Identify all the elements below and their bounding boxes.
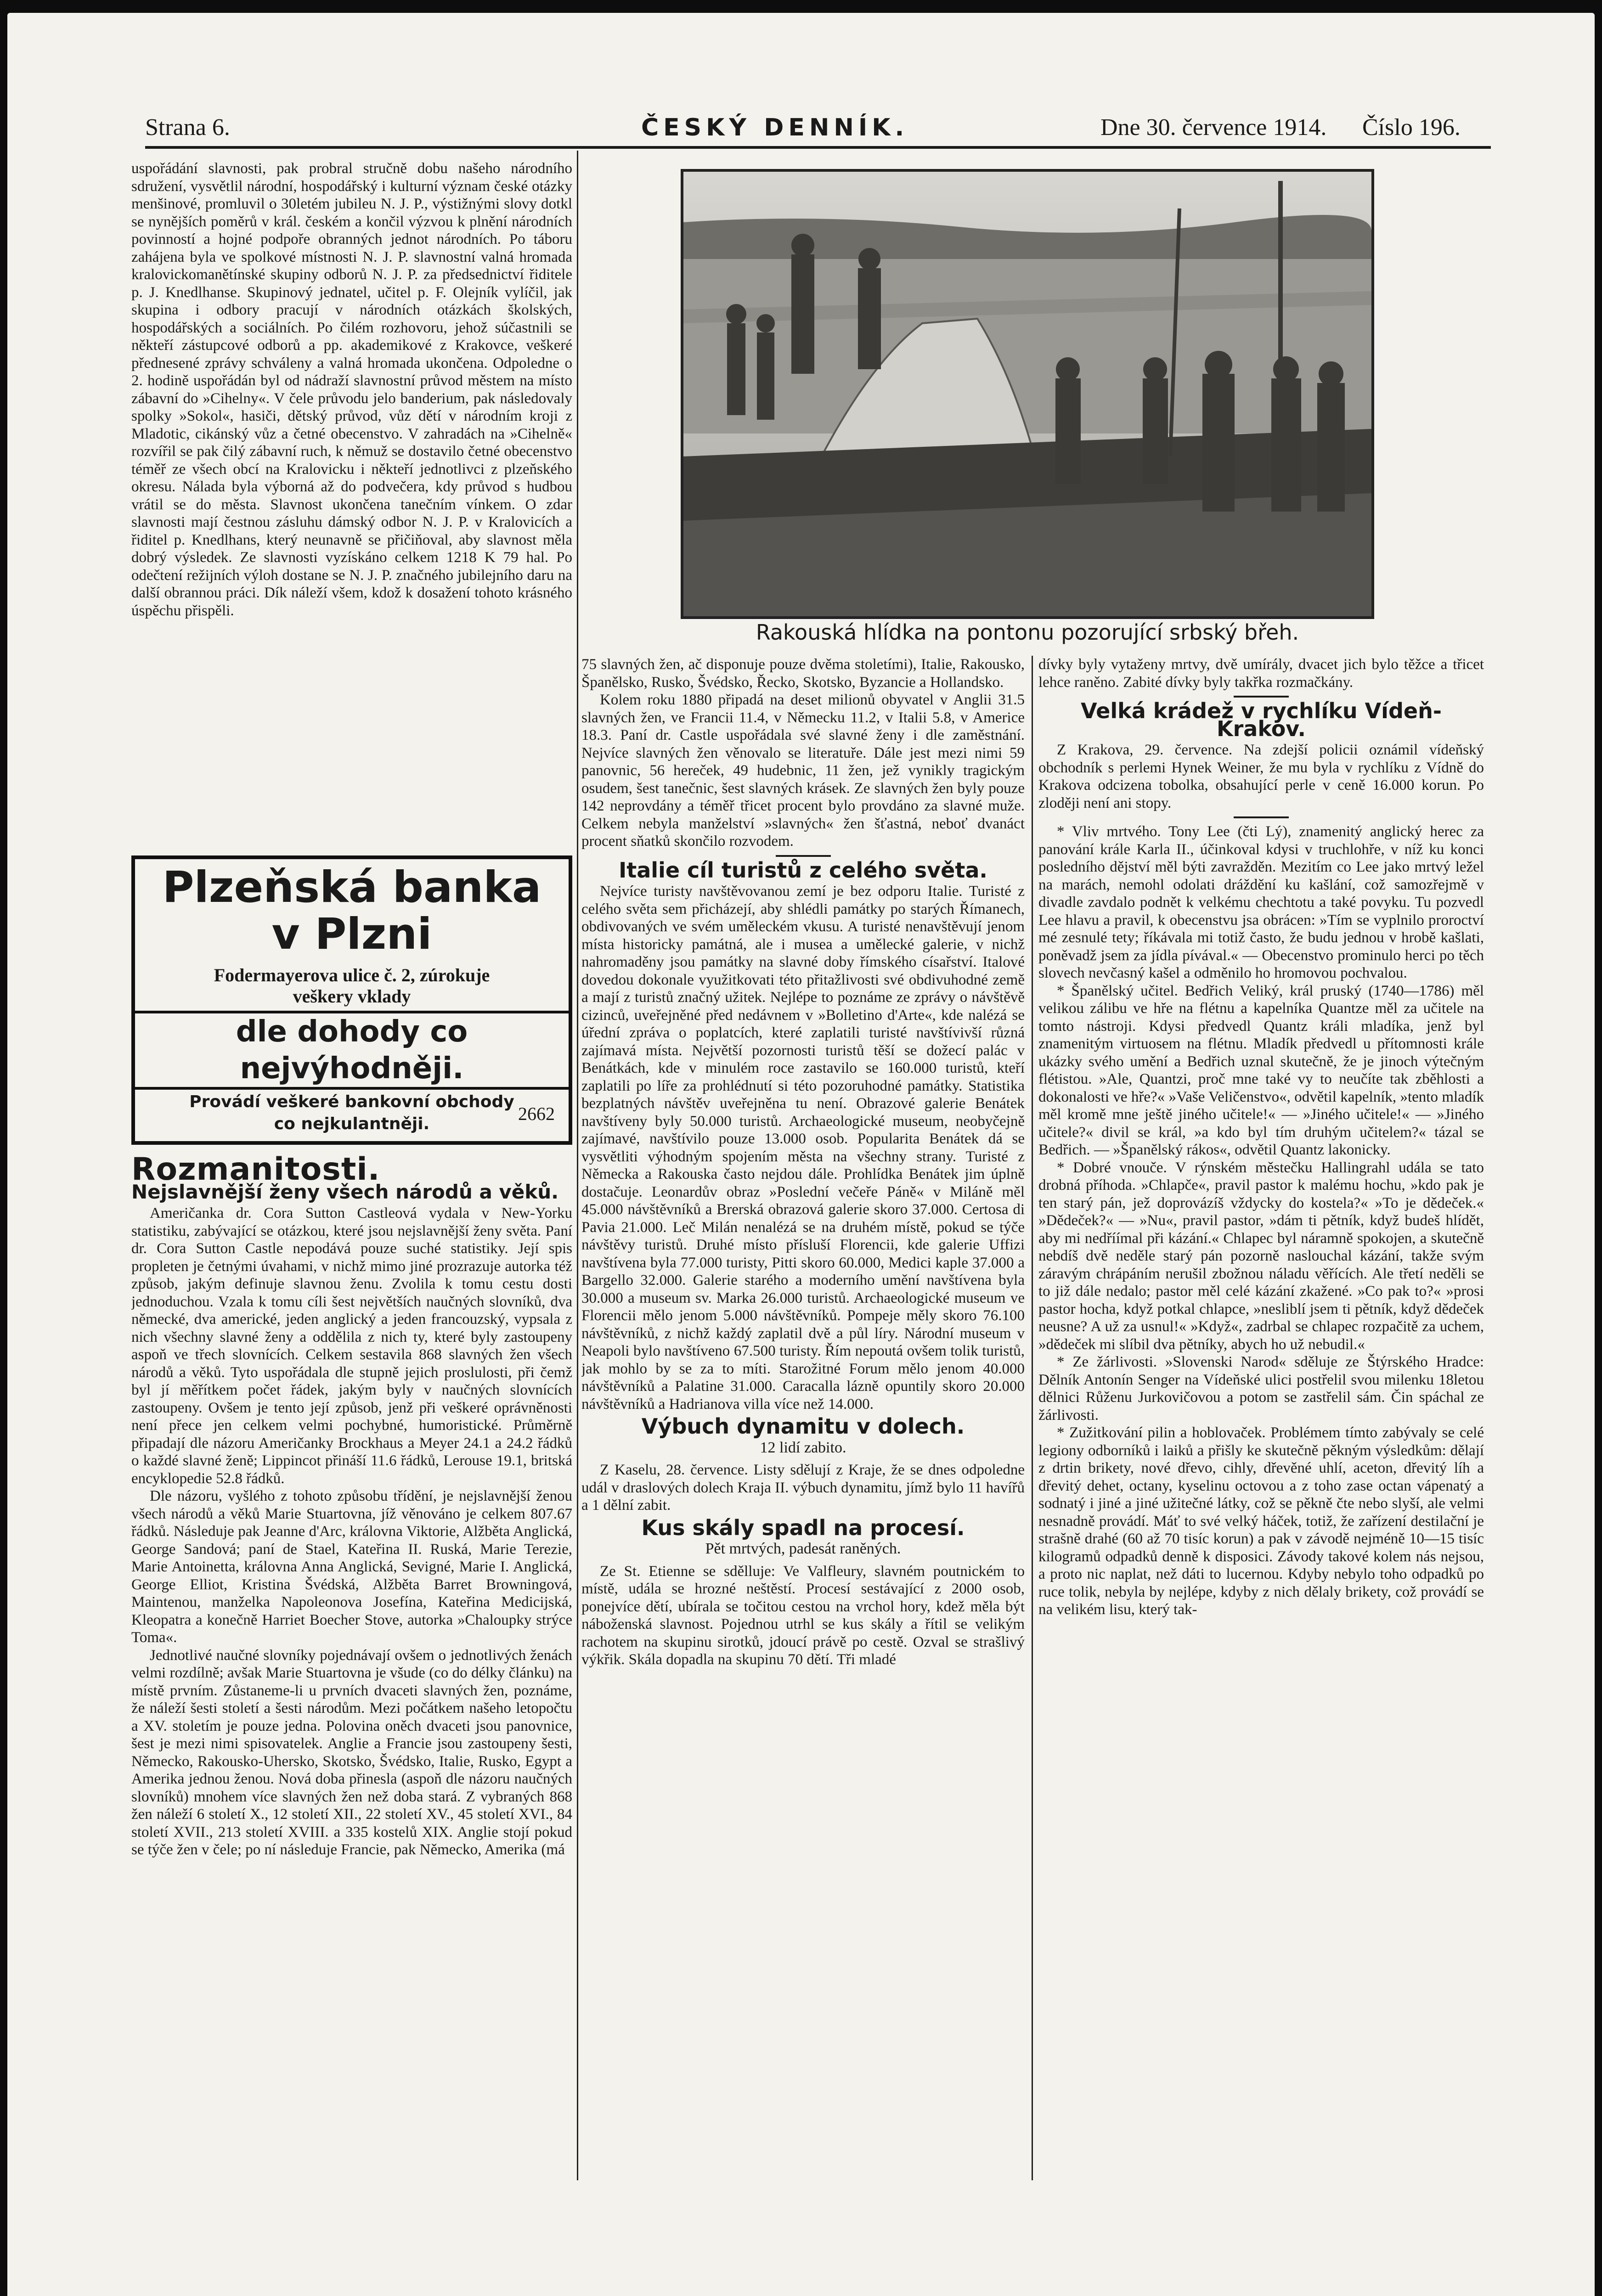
misc-paragraph: * Ze žárlivosti. »Slovenski Narod« sděluje ze Štýrského Hradce: Dělník Antonín Senger na Vídeňské ulici postřelil svou milenku 18letou dělnici Růženu Jurkovičovou a potom se zastřelil sám. Čin spáchal ze žárlivosti. <box>1038 1354 1484 1424</box>
ad-bank-city: v Plzni <box>271 909 432 959</box>
bank-advertisement <box>131 855 572 1145</box>
news-photo <box>681 169 1374 619</box>
right-column <box>1038 656 1484 2180</box>
newspaper-page <box>7 13 1595 2296</box>
left-column-bottom <box>131 1152 572 2180</box>
middle-column <box>581 656 1025 2180</box>
article-paragraph: Ze St. Etienne se sdělluje: Ve Valfleury, slavném poutnickém to místě, udála se hrozné neštěstí. Procesí sestávající z 2000 osob, ponejvíce dětí, ubírala se točitou cestou na vrchol hory, kdež měla být náboženská slavnost. Pojednou utrhl se kus skály a řítil se velikým rachotem na skupinu sirotků, jdoucí právě po cestě. Ozval se strašlivý výkřik. Skála dopadla na skupinu 70 dětí. Tři mladé <box>581 1563 1025 1668</box>
separator <box>1234 816 1289 818</box>
misc-paragraph: * Španělský učitel. Bedřich Veliký, král pruský (1740—1786) měl velikou zálibu ve hře na flétnu a kapelníka Quantze měl za učitele na tomto nástroji. Kdysi předvedl Quantz králi mladíka, jenž byl znamenitým virtuosem na flétnu. Mladík předvedl u přítomnosti krále ukázky svého umění a Bedřich uznal skutečně, že je jinoch výtečným flétistou. »Ale, Quantzi, proč mne také vy to neučíte tak zběhlosti a dokonalosti ve hře?« »Vaše Veličenstvo«, odvětil kapelník, »tento mladík měl kromě mne ještě jiného učitele!« — »Jiného učitele!« — »Jiného učitele?« divil se král, »a kdo byl tím druhým učitelem?« tázal se Bedřich. — »Španělský rákos«, odvětil Quantz lakonicky. <box>1038 982 1484 1158</box>
article-paragraph: Nejvíce turisty navštěvovanou zemí je bez odporu Italie. Turisté z celého světa sem přicházejí, aby shlédli památky po starých Římanech, obdivovaných ve svém uměleckém vkusu. A turisté nenavštěvují jenom místa historicky památná, ale i musea a umělecké galerie, v nichž nahromaděny jsou památky na slavné doby římského císařství. Italové dovedou dokonale využitkovati této přitažlivosti své obdivuhodné země a mají z turistů značný užitek. Nejlépe to poznáme ze zprávy o návštěvě cizinců, uveřejněné před nedávnem v »Bolletino d'Arte«, kde nalézá se úřední zpráva o poplatcích, které zaplatili turisté navštívivší různá zajímavá místa. Největší pozornosti turistů těší se dožecí palác v Benátkách, kde v minulém roce zastavilo se 160.000 turistů, kteří zaplatili po líře za prohlédnutí si této pozoruhodné památky. Statistika bezplatných návštěv uveřejněna tu není. Obrazové galerie Benátek navštíveny byly 50.000 turistů. Archaeologické museum, neobyčejně zajímavé, navštívilo pouze 13.000 osob. Popularita Benátek dá se vysvětliti výhodným spojením města na všechny strany. Turisté z Německa a Rakouska často nejdou dále. Prohlídka Benátek jim úplně dostačuje. Leonardův obraz »Poslední večeře Páně« v Miláně měl 45.000 návštěvníků a Brerská obrazová galerie skoro 37.000. Certosa di Pavia 21.000. Leč Milán nenalézá se na druhém místě, pokud se týče návštěvy turistů. Druhé místo přísluší Florencii, kde galerie Uffizi navštívena byla 77.000 turisty, Pitti skoro 60.000, Medici kaple 37.000 a Bargello 32.000. Galerie starého a moderního umění navštívena byla 30.000 a museum sv. Marka 26.000 turistů. Archaeologické museum ve Florencii mělo jenom 5.000 návštěvníků. Pompeje měly skoro 76.100 návštěvníků, z nichž každý zaplatil dvě a půl líry. Národní museum v Neapoli bylo navštíveno 67.500 turisty. Řím nepoutá ovšem tolik turistů, jak mohlo by se za to míti. Starožitné Forum mělo jenom 40.000 návštěvníků a Palatine 31.000. Caracalla lázně opuntily skoro 20.000 návštěvníků a Hadrianova villa více než 14.000. <box>581 883 1025 1412</box>
separator <box>1234 696 1289 698</box>
article-paragraph: Z Krakova, 29. července. Na zdejší policii oznámil vídeňský obchodník s perlemi Hynek Weiner, že mu byla v rychlíku z Vídně do Krakova odcizena tobolka, obsahující perle v ceně 16.000 korun. Po zloději není ani stopy. <box>1038 742 1484 811</box>
article-subtitle-explosion: 12 lidí zabito. <box>760 1439 846 1456</box>
photo-caption: Rakouská hlídka na pontonu pozorující srbský břeh. <box>756 620 1299 645</box>
issue-date: Dne 30. července 1914. <box>1100 114 1327 141</box>
article-subtitle-procession: Pět mrtvých, padesát raněných. <box>705 1540 901 1557</box>
ad-slogan: dle dohody co nejvýhodněji. <box>135 1011 569 1090</box>
column-divider <box>1032 656 1033 2180</box>
page-number: Strana 6. <box>145 114 230 141</box>
photo-image <box>683 172 1371 616</box>
article-paragraph: dívky byly vytaženy mrtvy, dvě umírály, dvacet jich bylo těžce a třicet lehce raněno. Zabité dívky byly takřka rozmačkány. <box>1038 656 1484 691</box>
article-paragraph: Kolem roku 1880 připadá na deset milionů obyvatel v Anglii 31.5 slavných žen, ve Francii 11.4, v Německu 11.2, v Italii 5.8, v Americe 18.3. Paní dr. Castle uspořádala své slavné ženy i dle zaměstnání. Nejvíce slavných žen věnovalo se literatuře. Dále jest mezi nimi 59 panovnic, 56 hereček, 49 hudebnic, 11 žen, jež vynikly tragickým osudem, šest tanečnic, šest slavných krásek. Ze slavných žen byly pouze 142 neprovdány a téměř třicet procent bylo provdáno za slavné muže. Celkem nebyla manželství »slavných« žen šťastná, neboť dvanáct procent sňatků skončilo rozvodem. <box>581 692 1025 850</box>
column-divider <box>577 151 578 2180</box>
article-paragraph: 75 slavných žen, ač disponuje pouze dvěma stoletími), Italie, Rakousko, Španělsko, Rusko, Švédsko, Řecko, Skotsko, Byzancie a Hollandsko. <box>581 656 1025 691</box>
article-title-procession: Kus skály spadl na procesí. <box>641 1515 965 1540</box>
masthead-rule <box>145 146 1491 149</box>
article-paragraph: Z Kaselu, 28. července. Listy sdělují z Kraje, že se dnes odpoledne udál v draslových dolech Kraja II. výbuch dynamitu, jímž bylo 11 havířů a 1 dělní zabit. <box>581 1462 1025 1514</box>
article-continuation: uspořádání slavnosti, pak probral stručně dobu našeho národního sdružení, vysvětlil národní, hospodářský i kulturní význam české otázky menšinové, promluvil o 30letém jubileu N. J. P., výstižnými slovy dotkl se nynějších poměrů v král. českém a končil výzvou k plnění národních povinností a hojné podpoře obranných jednot národních. Po táboru zahájena byla ve spolkové místnosti N. J. P. slavnostní valná hromada kralovickomanětínské skupiny odborů N. J. P. za předsednictví řiditele p. J. Knedlhanse. Skupinový jednatel, učitel p. F. Olejník vylíčil, jak skupina i odbory pracují v národních otázkách školských, hospodářských a sociálních. Po čilém rozhovoru, jehož súčastnili se někteří zástupcové odborů a pp. akademikové z Krakovce, veškeré přednesené zprávy schváleny a valná hromada ukončena. Odpoledne o 2. hodině uspořádán byl od nádraží slavnostní průvod městem na místo zábavní do »Cihelny«. V čele průvodu jelo banderium, pak následovaly spolky »Sokol«, hasiči, dětský průvod, vůz dětí v národním kroji z Mladotic, cikánský vůz a četné obecenstvo. V zahradách na »Cihelně« rozvířil se pak čilý zábavní ruch, k němuž se dostavilo četné obecenstvo téměř ze všech obcí na Kralovicku i někteří jednotlivci z plzeňského okresu. Nálada byla výborná až do podvečera, kdy průvod s hudbou vrátil se do města. Slavnost ukončena tanečním vínkem. O zdar slavnosti mají čestnou zásluhu dámský odbor N. J. P. v Kralovicích a řiditel p. Knedlhans, který neunavně se přičiňoval, aby slavnost měla dobrý výsledek. Ze slavnosti vyzískáno celkem 1218 K 79 hal. Po odečtení režijních výloh dostane se N. J. P. značného jubilejního daru na další obrannou práci. Dík náleží všem, kdož k dosažení tohoto krásného úspěchu přispěli. <box>131 160 572 619</box>
article-title-explosion: Výbuch dynamitu v dolech. <box>641 1414 965 1439</box>
article-title-famous-women: Nejslavnější ženy všech národů a věků. <box>131 1180 559 1203</box>
left-column-top <box>131 160 572 849</box>
ad-address: Fodermayerova ulice č. 2, zúrokuje <box>214 965 490 985</box>
ad-services-2: co nejkulantněji. <box>274 1114 430 1133</box>
separator <box>776 855 831 857</box>
misc-paragraph: * Zužitkování pilin a hoblovaček. Problémem tímto zabývaly se celé legiony odborníků i laiků a přišly ke skutečně pěkným výsledkům: dělají z drtin brikety, nové dřevo, cihly, dřevěné uhlí, aceton, dřevitý líh a dřevitý dehet, octany, kyselinu octovou a z toho zase octan vápenatý a sodnatý i jiné a jiné užitečné látky, což se pěkně čte nebo slyší, ale velmi nesnadně provádí. Máť to své velký háček, totiž, že zařízení destilační je strašně drahé (60 až 70 tisíc korun) a pak v závodě nejméně 10—15 tisíc kilogramů odpadků denně k disposici. Závody takové kolem nás nejsou, a proto nic naplat, než dáti to lucernou. Kdyby nebylo toho odpadků po ruce tolik, nebyla by nejlépe, kdyby z nich dělaly brikety, což provádí se na velikém lisu, který tak- <box>1038 1424 1484 1618</box>
ad-code: 2662 <box>518 1103 555 1124</box>
ad-services: Provádí veškeré bankovní obchody <box>189 1092 514 1111</box>
section-heading-rozmanitosti: Rozmanitosti. <box>131 1152 380 1187</box>
ad-deposits: veškery vklady <box>293 986 411 1007</box>
article-title-italy: Italie cíl turistů z celého světa. <box>619 857 987 883</box>
misc-paragraph: * Vliv mrtvého. Tony Lee (čti Lý), znamenitý anglický herec za panování krále Karla II., účinkoval kdysi v truchlohře, v níž ku konci posledního dějství měl býti zavražděn. Mezitím co Lee jako mrtvý ležel na marách, nemohl odolati dráždění ku kašlání, což samozřejmě v divadle zavdalo podnět k velkému chechtotu a také povyku. Tu pozvedl Lee hlavu a pravil, k obecenstvu jsa obrácen: »Tím se vyplnilo proroctví mé zesnulé tety; říkávala mi totiž často, že budu jednou v hrobě kašlati, poněvadž jsem za jídla pívával.« — Obecenstvo prominulo herci po těch slovech nevčasný kašel a odměnilo ho hromovou pochvalou. <box>1038 823 1484 981</box>
issue-number: Číslo 196. <box>1362 114 1461 141</box>
newspaper-title: ČESKÝ DENNÍK. <box>641 114 909 141</box>
misc-paragraph: * Dobré vnouče. V rýnském městečku Hallingrahl udála se tato drobná příhoda. »Chlapče«, pravil pastor k malému hochu, »kdo pak je ten starý pán, jež doprovázíš vždycky do kostela?« »To je dědeček.« »Dědeček?« — »Nu«, pravil pastor, »dám ti pětník, když budeš hlídět, aby mi nedříímal při kázání.« Chlapec byl náramně spokojen, a skutečně nebdíš dvě neděle starý pán pozorně naslouchal kázání, takže svým záravým chrápáním nerušil zbožnou náladu věřících. Ale třetí neděli se to již dále nedalo; pastor měl celé kázání zkažené. »Co pak to?« »prosi pastor hocha, když potkal chlapce, »nesliblí jsem ti pětník, když dědeček neusne? A už za usnul!« »Když«, zadrbal se chlapec rozpačitě za uchem, »dědeček mi slíbil dva pětníky, abych ho už nebudil.« <box>1038 1159 1484 1353</box>
article-paragraph: Američanka dr. Cora Sutton Castleová vydala v New-Yorku statistiku, zabývající se otázkou, které jsou nejslavnější ženy světa. Paní dr. Cora Sutton Castle nepodává pouze suché statistiky. Její spis propleten je četnými úvahami, v nichž mimo jiné prozrazuje autorka též způsob, jakým definuje slavnou ženu. Zvolila k tomu cestu dosti jednoduchou. Vzala k tomu cíli šest největších naučných slovníků, dva německé, dva americké, jeden anglický a jeden francouzský, vypsala z nich všechny slavné ženy a oddělila z nich ty, které byly zastoupeny aspoň ve třech slovnících. Celkem sestavila 868 slavných žen všech národů a věků. Tyto uspořádala dle stupně jejich proslulosti, při čemž byl jí měřítkem počet řádek, jakým byly v naučných slovnících zastoupeny. Ovšem je tento její způsob, jenž při veškeré oprávněnosti není přece jen celkem velmi pochybné, humoristické. Průměrně připadají dle názoru Američanky Brockhaus a Meyer 24.1 a 24.2 řádků o každé slavné ženě; Lippincot přináší 11.6 řádků, Lerouse 19.1, britská encyklopedie 52.8 řádků. <box>131 1205 572 1487</box>
ad-bank-name: Plzeňská banka <box>162 862 542 912</box>
article-paragraph: Jednotlivé naučné slovníky pojednávají ovšem o jednotlivých ženách velmi rozdílně; avšak Marie Stuartovna je všude (co do délky článku) na místě prvním. Zůstaneme-li u prvních dvaceti slavných žen, poznáme, že náleží šesti století a šesti národům. Mezi počátkem našeho letopočtu a XV. stoletím je pouze jedna. Polovina oněch dvaceti jsou panovnice, šest je mezi nimi spisovatelek. Anglie a Francie jsou zastoupeny šesti, Německo, Rakousko-Uhersko, Skotsko, Švédsko, Italie, Rusko, Egypt a Amerika jednou ženou. Nová doba přinesla (aspoň dle názoru naučných slovníků) mnohem více slavných žen než doba stará. Z vybraných 868 žen náleží 6 století X., 12 století XII., 22 století XV., 45 století XVI., 84 století XVII., 213 století XVIII. a 335 kostelů XIX. Anglie stojí pokud se týče žen v čele; po ní následuje Francie, pak Německo, Amerika (má <box>131 1647 572 1858</box>
article-title-theft: Velká krádež v rychlíku Vídeň-Krakov. <box>1081 698 1442 741</box>
article-paragraph: Dle názoru, vyšlého z tohoto způsobu třídění, je nejslavnější ženou všech národů a věků Marie Stuartovna, jíž věnováno je celkem 807.67 řádků. Následuje pak Jeanne d'Arc, královna Viktorie, Alžběta Anglická, George Sandová; paní de Stael, Kateřina II. Ruská, Marie Terezie, Marie Antoinetta, královna Anna Anglická, Sevigné, Marie I. Anglická, George Elliot, Kristina Švédská, Alžběta Barret Browningová, Maintenou, manželka Napoleonova Josefína, Kateřina Medicijská, Kleopatra a konečně Harriet Boecher Stove, autorka »Chaloupky strýce Toma«. <box>131 1488 572 1646</box>
